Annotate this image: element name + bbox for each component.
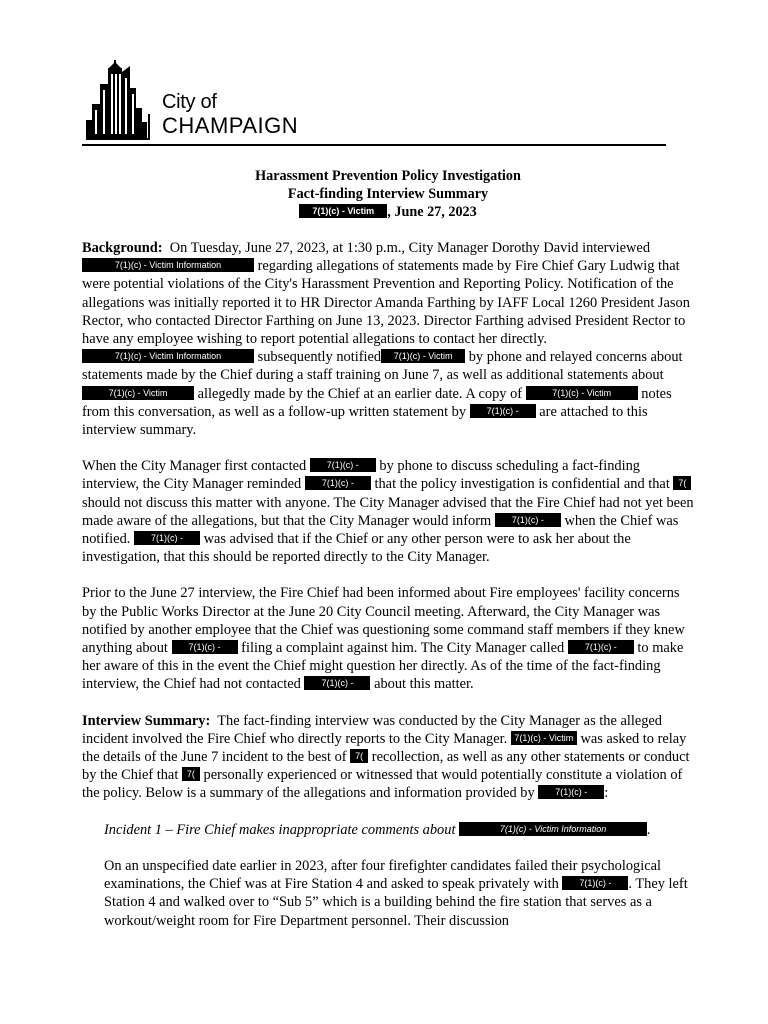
- redaction-box: 7(1)(c) -: [495, 513, 561, 527]
- redaction-box: 7(1)(c) - Victim: [299, 204, 387, 218]
- header-divider: [82, 144, 666, 146]
- text-run: should not discuss this matter with anyone. The City Manager advised that the Fire Chief had not yet been made aware of the allegations, but that the City Manager would inform: [82, 494, 694, 529]
- background-heading: Background:: [82, 240, 163, 256]
- logo-champaign: CHAMPAIGN: [162, 113, 299, 138]
- redaction-box: 7(1)(c) -: [172, 640, 238, 654]
- redaction-box: 7(1)(c) -: [134, 531, 200, 545]
- building-icon: [86, 58, 154, 140]
- redaction-box: 7(1)(c) - Victim: [526, 386, 638, 400]
- text-run: :: [604, 785, 609, 802]
- text-run: regarding allegations of statements made by Fire Chief Gary Ludwig that were potential violations of the City's Harassment Prevention and Reporting Policy. Notification of the allegations was initially reported it to HR Director Amanda Farthing by IAFF Local 1260 President Jason Rector, who contacted Director Farthing on June 13, 2023. Director Farthing advised President Rector to have any employee wishing to report potential allegations to contact her directly.: [82, 258, 690, 348]
- redaction-box: 7(1)(c) - Victim Information: [82, 349, 254, 363]
- text-run: .: [647, 821, 651, 838]
- text-run: Prior to the June 27 interview, the Fire Chief had been informed about Fire employees' facility concerns by the Public Works Director at the June 20 City Council meeting. Afterward, the City Manager was notified by another employee that the Chief was questioning some command staff members if they knew anything about: [82, 585, 685, 657]
- text-run: was advised that if the Chief or any other person were to ask her about the investigation, that this should be reported directly to the City Manager.: [82, 531, 631, 566]
- redaction-box: 7(1)(c) -: [568, 640, 634, 654]
- redaction-box: 7(: [350, 749, 368, 763]
- text-run: . They left Station 4 and walked over to “Sub 5” which is a building behind the fire station that serves as a workout/weight room for Fire Department personnel. Their discussion: [104, 876, 688, 929]
- redaction-box: 7(1)(c) - Victim Information: [459, 822, 647, 836]
- redaction-box: 7(: [182, 767, 200, 781]
- text-run: by phone to discuss scheduling a fact-finding interview, the City Manager reminded: [82, 458, 640, 493]
- text-run: When the City Manager first contacted: [82, 458, 307, 475]
- redaction-box: 7(1)(c) - Victim: [381, 349, 465, 363]
- contact-paragraph: [82, 457, 694, 566]
- incident-1-body: [82, 857, 694, 930]
- background-paragraph: [82, 239, 694, 439]
- title-line-3: [82, 203, 694, 221]
- logo-city-of: City of: [162, 91, 217, 113]
- text-run: recollection, as well as any other statements or conduct by the Chief that: [82, 749, 690, 784]
- redaction-box: 7(1)(c) -: [470, 404, 536, 418]
- text-run: The fact-finding interview was conducted by the City Manager as the alleged incident involved the Fire Chief who directly reports to the City Manager.: [82, 712, 662, 747]
- interview-summary-heading: Interview Summary:: [82, 712, 211, 729]
- text-run: was asked to relay the details of the June 7 incident to the best of: [82, 730, 687, 766]
- title-date: , June 27, 2023: [387, 204, 477, 220]
- text-run: allegedly made by the Chief at an earlier date. A copy of: [197, 385, 523, 402]
- redaction-box: 7(1)(c) - Victim: [511, 731, 577, 745]
- text-run: that the policy investigation is confidential and that: [374, 476, 670, 493]
- text-run: are attached to this interview summary.: [82, 403, 648, 439]
- text-run: filing a complaint against him. The City Manager called: [241, 640, 565, 657]
- redaction-box: 7(1)(c) - Victim: [82, 386, 194, 400]
- document-body: [82, 239, 694, 948]
- redaction-box: 7(: [673, 476, 691, 490]
- text-run: Incident 1 – Fire Chief makes inappropriate comments about: [104, 821, 456, 838]
- redaction-box: 7(1)(c) -: [310, 458, 376, 472]
- text-run: On Tuesday, June 27, 2023, at 1:30 p.m., City Manager Dorothy David interviewed: [169, 240, 651, 256]
- text-run: by phone and relayed concerns about statements made by the Chief during a staff training on June 7, as well as additional statements about: [82, 349, 683, 384]
- text-run: when the Chief was notified.: [82, 512, 679, 548]
- redaction-box: 7(1)(c) -: [562, 876, 628, 890]
- interview-summary-paragraph: [82, 712, 694, 803]
- document-title-block: [82, 167, 694, 221]
- city-logo: [86, 58, 326, 142]
- incident-1-heading: [82, 821, 694, 839]
- redaction-box: 7(1)(c) -: [305, 476, 371, 490]
- text-run: personally experienced or witnessed that would potentially constitute a violation of the policy. Below is a summary of the allegations and information provided by: [82, 767, 683, 802]
- text-run: to make her aware of this in the event the Chief might question her directly. As of the time of the fact-finding interview, the Chief had not contacted: [82, 640, 684, 693]
- text-run: about this matter.: [374, 676, 474, 693]
- redaction-box: 7(1)(c) -: [538, 785, 604, 799]
- title-line-1: Harassment Prevention Policy Investigation: [255, 168, 521, 184]
- redaction-box: 7(1)(c) - Victim Information: [82, 258, 254, 272]
- text-run: subsequently notified: [257, 349, 382, 366]
- redaction-box: 7(1)(c) -: [304, 676, 370, 690]
- text-run: notes from this conversation, as well as a follow-up written statement by: [82, 385, 672, 420]
- prior-interview-paragraph: [82, 584, 694, 693]
- title-line-2: Fact-finding Interview Summary: [287, 186, 489, 202]
- text-run: On an unspecified date earlier in 2023, after four firefighter candidates failed their psychological examinations, the Chief was at Fire Station 4 and asked to speak privately with: [104, 857, 662, 893]
